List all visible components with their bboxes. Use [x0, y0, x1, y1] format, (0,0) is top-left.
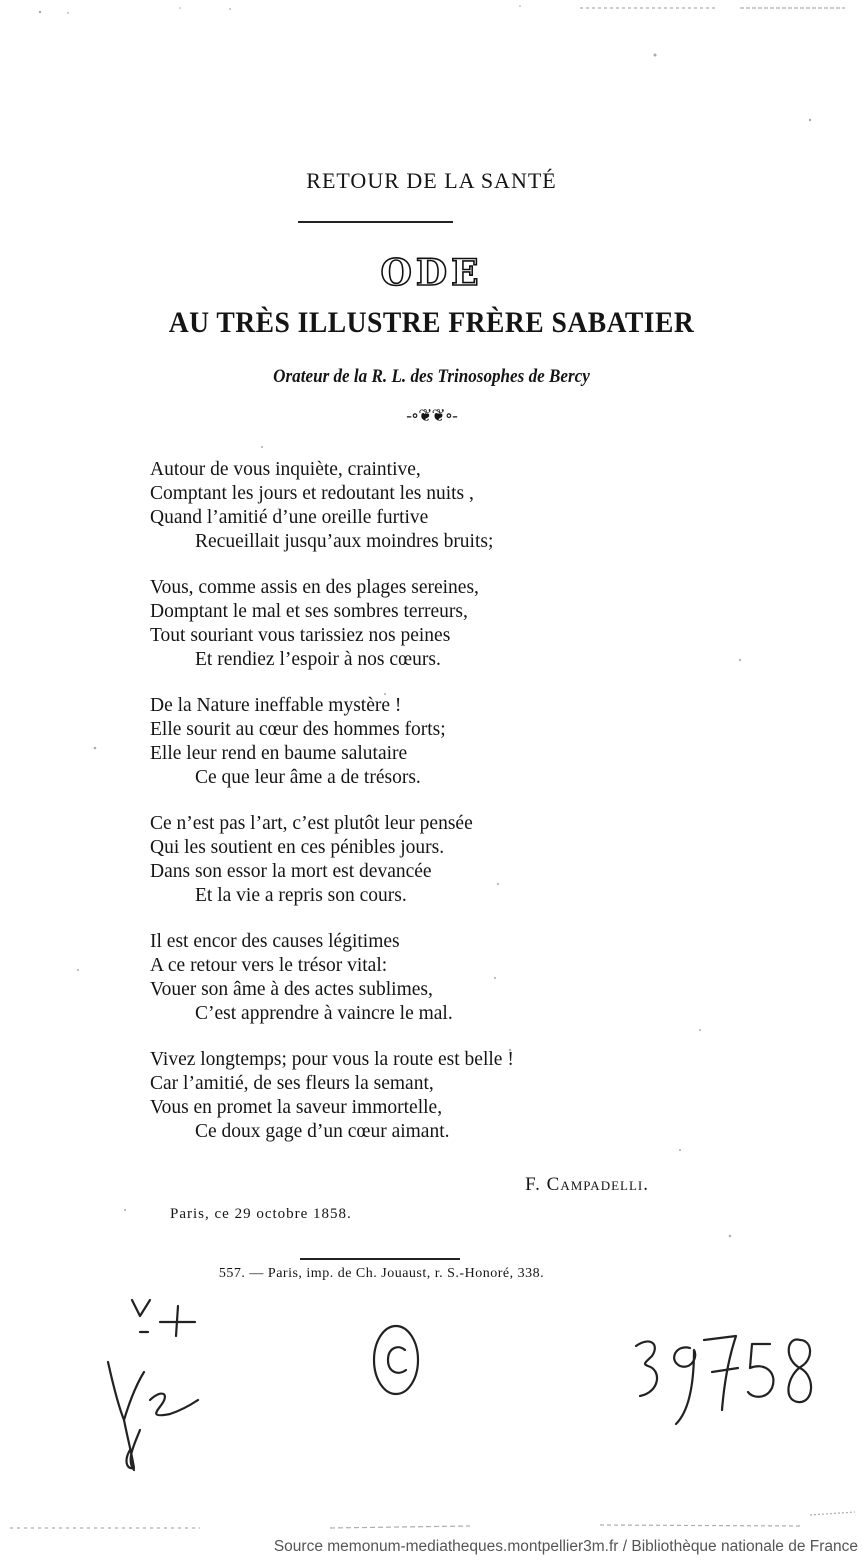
poem-line: A ce retour vers le trésor vital: — [150, 955, 388, 976]
poem-line: Qui les soutient en ces pénibles jours. — [150, 837, 445, 858]
poem-line: Elle leur rend en baume salutaire — [150, 743, 408, 764]
poem-line: Comptant les jours et redoutant les nuits , — [150, 483, 474, 504]
main-heading: AU TRÈS ILLUSTRE FRÈRE SABATIER — [168, 306, 695, 339]
poem-line: Tout souriant vous tarissiez nos peines — [150, 625, 451, 646]
poem-line: Et la vie a repris son cours. — [195, 885, 407, 906]
poem-line: Et rendiez l’espoir à nos cœurs. — [195, 649, 441, 670]
poem-line: De la Nature ineffable mystère ! — [150, 695, 402, 716]
poem-line: Vous, comme assis en des plages sereines, — [150, 577, 479, 598]
dateline: Paris, ce 29 octobre 1858. — [170, 1206, 352, 1222]
ode-word: ODE — [380, 252, 483, 294]
poem-line: Ce doux gage d’un cœur aimant. — [195, 1121, 450, 1142]
poem-line: Dans son essor la mort est devancée — [150, 861, 432, 882]
header-title: RETOUR DE LA SANTÉ — [306, 168, 557, 193]
poem-line: C’est apprendre à vaincre le mal. — [195, 1003, 453, 1024]
poem-line: Ce n’est pas l’art, c’est plutôt leur pensée — [150, 813, 473, 834]
poem-line: Vous en promet la saveur immortelle, — [150, 1097, 443, 1118]
source-footer: Source memonum-mediatheques.montpellier3m.fr / Bibliothèque nationale de France — [273, 1538, 858, 1555]
poem-line: Car l’amitié, de ses fleurs la semant, — [150, 1073, 434, 1094]
poem-line: Ce que leur âme a de trésors. — [195, 767, 421, 788]
poem-line: Domptant le mal et ses sombres terreurs, — [150, 601, 468, 622]
poem-line: Quand l’amitié d’une oreille furtive — [150, 507, 429, 528]
poem-line: Il est encor des causes légitimes — [150, 931, 400, 952]
poem-line: Autour de vous inquiète, craintive, — [150, 459, 421, 480]
poem-line: Vivez longtemps; pour vous la route est belle ! — [150, 1049, 514, 1070]
ornament: -∘❦❦∘- — [406, 406, 457, 425]
poem-line: Vouer son âme à des actes sublimes, — [150, 979, 433, 1000]
poem-line: Recueillait jusqu’aux moindres bruits; — [195, 531, 494, 552]
subheading: Orateur de la R. L. des Trinosophes de Bercy — [273, 366, 590, 387]
poem-line: Elle sourit au cœur des hommes forts; — [150, 719, 446, 740]
signature: F. Campadelli. — [525, 1174, 649, 1195]
imprint: 557. — Paris, imp. de Ch. Jouaust, r. S.-Honoré, 338. — [218, 1266, 545, 1281]
